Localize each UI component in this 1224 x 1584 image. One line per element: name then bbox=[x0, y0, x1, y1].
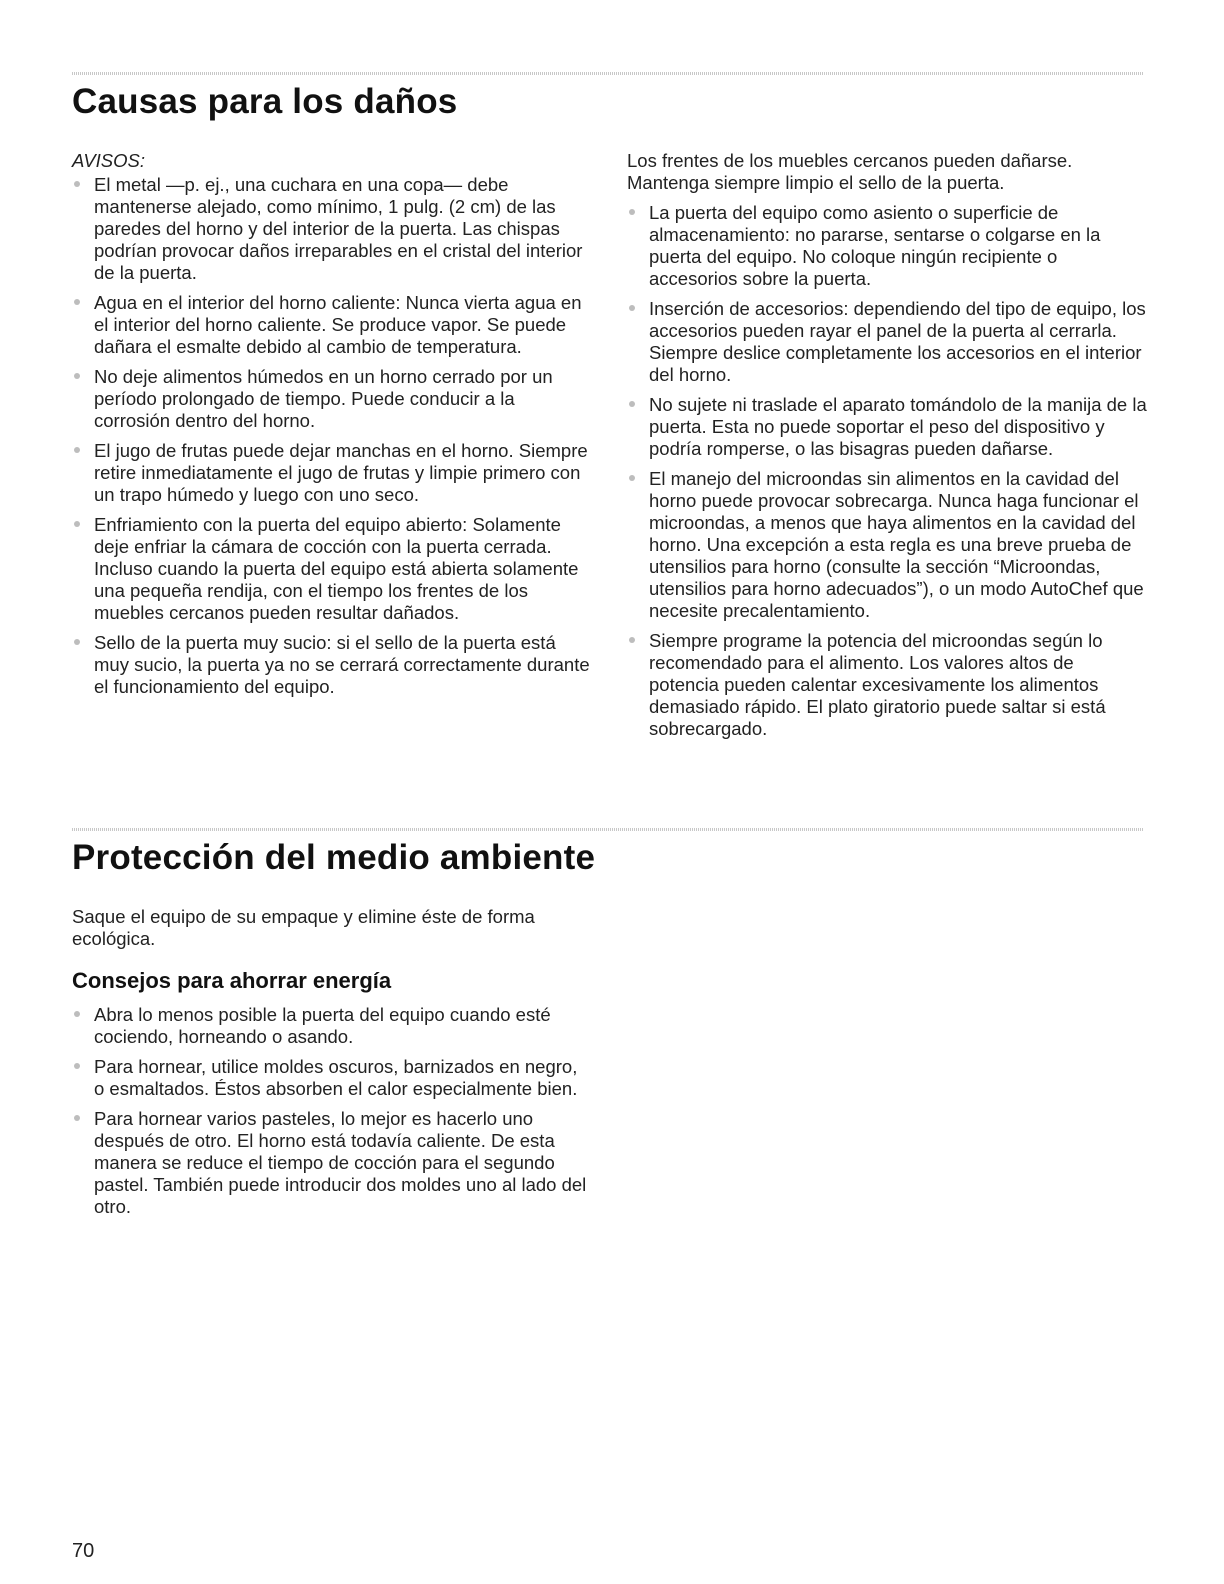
list-item: Inserción de accesorios: dependiendo del tipo de equipo, los accesorios pueden rayar el panel de la puerta al cerrarla. Siempre deslice completamente los accesorios en el interior del horno. bbox=[627, 298, 1147, 386]
bullet-icon bbox=[74, 521, 80, 527]
page-number: 70 bbox=[72, 1540, 95, 1562]
bullet-icon bbox=[629, 475, 635, 481]
bullet-icon bbox=[74, 181, 80, 187]
left-column bbox=[72, 150, 592, 706]
list-item: El metal —p. ej., una cuchara en una copa— debe mantenerse alejado, como mínimo, 1 pulg. (2 cm) de las paredes del horno y del interior de la puerta. Las chispas podrían provocar daños irreparables en el cristal del interior de la puerta. bbox=[72, 174, 592, 284]
list-item: Enfriamiento con la puerta del equipo abierto: Solamente deje enfriar la cámara de cocción con la puerta cerrada. Incluso cuando la puerta del equipo está abierta solamente una pequeña rendija, con el tiempo los frentes de los muebles cercanos pueden resultar dañados. bbox=[72, 514, 592, 624]
top-divider bbox=[72, 72, 1144, 75]
environment-column bbox=[72, 906, 592, 950]
warnings-list-left bbox=[72, 174, 592, 698]
list-item: Agua en el interior del horno caliente: Nunca vierta agua en el interior del horno caliente. Se produce vapor. Se puede dañara el esmalte debido al cambio de temperatura. bbox=[72, 292, 592, 358]
bullet-icon bbox=[629, 209, 635, 215]
continuation-text: Los frentes de los muebles cercanos pueden dañarse. Mantenga siempre limpio el sello de la puerta. bbox=[627, 150, 1073, 193]
energy-tips-heading: Consejos para ahorrar energía bbox=[72, 968, 392, 993]
bullet-icon bbox=[629, 305, 635, 311]
section-title-proteccion: Protección del medio ambiente bbox=[72, 838, 596, 877]
energy-tips-column bbox=[72, 1004, 592, 1226]
list-item: La puerta del equipo como asiento o superficie de almacenamiento: no pararse, sentarse o colgarse en la puerta del equipo. No coloque ningún recipiente o accesorios sobre la puerta. bbox=[627, 202, 1147, 290]
bullet-icon bbox=[74, 1115, 80, 1121]
section-title-causas: Causas para los daños bbox=[72, 82, 458, 121]
bullet-icon bbox=[74, 373, 80, 379]
energy-tips-list bbox=[72, 1004, 592, 1218]
list-item: Para hornear varios pasteles, lo mejor es hacerlo uno después de otro. El horno está todavía caliente. De esta manera se reduce el tiempo de cocción para el segundo pastel. También puede introducir dos moldes uno al lado del otro. bbox=[72, 1108, 592, 1218]
avisos-label: AVISOS: bbox=[72, 150, 146, 171]
bullet-icon bbox=[629, 401, 635, 407]
list-item: Sello de la puerta muy sucio: si el sello de la puerta está muy sucio, la puerta ya no se cerrará correctamente durante el funcionamiento del equipo. bbox=[72, 632, 592, 698]
list-item: Abra lo menos posible la puerta del equipo cuando esté cociendo, horneando o asando. bbox=[72, 1004, 592, 1048]
environment-intro: Saque el equipo de su empaque y elimine éste de forma ecológica. bbox=[72, 906, 535, 949]
list-item: No deje alimentos húmedos en un horno cerrado por un período prolongado de tiempo. Puede conducir a la corrosión dentro del horno. bbox=[72, 366, 592, 432]
bullet-icon bbox=[74, 299, 80, 305]
bullet-icon bbox=[74, 1063, 80, 1069]
bullet-icon bbox=[74, 639, 80, 645]
warnings-list-right bbox=[627, 202, 1147, 740]
list-item: El jugo de frutas puede dejar manchas en el horno. Siempre retire inmediatamente el jugo de frutas y limpie primero con un trapo húmedo y luego con uno seco. bbox=[72, 440, 592, 506]
middle-divider bbox=[72, 828, 1144, 831]
list-item: No sujete ni traslade el aparato tomándolo de la manija de la puerta. Esta no puede soportar el peso del dispositivo y podría romperse, o las bisagras pueden dañarse. bbox=[627, 394, 1147, 460]
list-item: El manejo del microondas sin alimentos en la cavidad del horno puede provocar sobrecarga. Nunca haga funcionar el microondas, a menos que haya alimentos en la cavidad del horno. Una excepción a esta regla es una breve prueba de utensilios para horno (consulte la sección “Microondas, utensilios para horno adecuados”), o un modo AutoChef que necesite precalentamiento. bbox=[627, 468, 1147, 622]
bullet-icon bbox=[74, 1011, 80, 1017]
right-column bbox=[627, 150, 1147, 748]
bullet-icon bbox=[74, 447, 80, 453]
bullet-icon bbox=[629, 637, 635, 643]
list-item: Para hornear, utilice moldes oscuros, barnizados en negro, o esmaltados. Éstos absorben el calor especialmente bien. bbox=[72, 1056, 592, 1100]
list-item: Siempre programe la potencia del microondas según lo recomendado para el alimento. Los valores altos de potencia pueden calentar excesivamente los alimentos demasiado rápido. El plato giratorio puede saltar si está sobrecargado. bbox=[627, 630, 1147, 740]
